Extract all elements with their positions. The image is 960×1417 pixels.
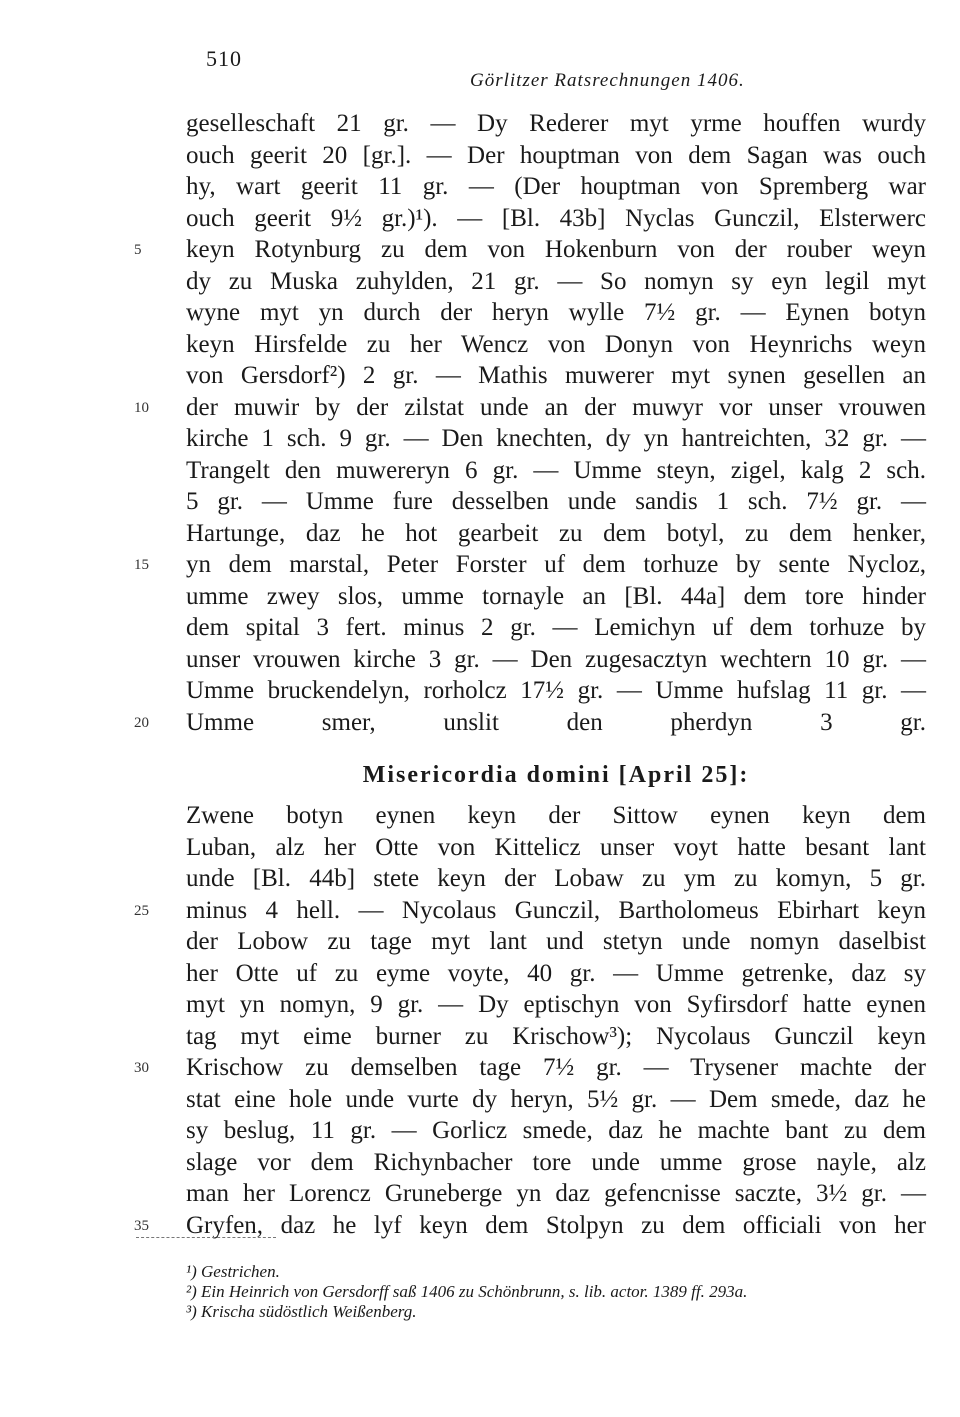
line-text: ouch geerit 20 [gr.]. — Der houptman von dem Sagan was ouch [186,141,926,169]
text-line [134,549,926,581]
line-text: keyn Hirsfelde zu her Wencz von Donyn von Heynrichs weyn [186,330,926,358]
footnote: ¹) Gestrichen. [186,1262,280,1281]
line-text: Trangelt den muwereryn 6 gr. — Umme steyn, zigel, kalg 2 sch. [186,456,926,484]
text-line [186,1115,926,1147]
text-line [186,863,926,895]
line-text: ouch geerit 9½ gr.)¹). — [Bl. 43b] Nyclas Gunczil, Elsterwerc [186,204,926,232]
text-line [134,1210,926,1242]
text-line [186,266,926,298]
line-text: dy zu Muska zuhylden, 21 gr. — So nomyn sy eyn legil myt [186,267,926,295]
text-block-1 [134,108,926,738]
text-line [186,140,926,172]
text-line [186,989,926,1021]
line-text: dem spital 3 fert. minus 2 gr. — Lemichyn uf dem torhuze by [186,614,926,641]
text-line [186,926,926,958]
line-text: 5 gr. — Umme fure desselben unde sandis 1 sch. 7½ gr. — [186,488,926,515]
line-number: 10 [134,399,149,416]
line-text: kirche 1 sch. 9 gr. — Den knechten, dy yn hantreichten, 32 gr. — [186,425,926,452]
line-text: keyn Rotynburg zu dem von Hokenburn von der rouber weyn [186,236,926,263]
line-text: tag myt eime burner zu Krischow³); Nycolaus Gunczil keyn [186,1022,926,1050]
text-line [186,486,926,518]
line-text: unser vrouwen kirche 3 gr. — Den zugesacztyn wechtern 10 gr. — [186,645,926,673]
line-number: 35 [134,1217,149,1234]
line-text: Luban, alz her Otte von Kittelicz unser voyt hatte besant lant [186,833,926,861]
line-text: slage vor dem Richynbacher tore unde umme grose nayle, alz [186,1148,926,1176]
text-line [186,958,926,990]
line-text: von Gersdorf²) 2 gr. — Mathis muwerer myt synen gesellen an [186,362,926,389]
text-line [186,1084,926,1116]
text-line [186,171,926,203]
footnote: ³) Krischa südöstlich Weißenberg. [186,1302,417,1321]
line-text: her Otte uf zu eyme voyte, 40 gr. — Umme getrenke, daz sy [186,959,926,987]
line-text: geselleschaft 21 gr. — Dy Rederer myt yrme houffen wurdy [186,110,926,137]
text-line [186,644,926,676]
line-number: 20 [134,714,149,731]
text-line [186,1021,926,1053]
footnote: ²) Ein Heinrich von Gersdorff saß 1406 zu Schönbrunn, s. lib. actor. 1389 ff. 293a. [186,1282,748,1301]
line-text: Hartunge, daz he hot gearbeit zu dem botyl, zu dem henker, [186,519,926,547]
text-line [186,832,926,864]
footnotes [186,1262,906,1322]
page-number: 510 [206,46,242,71]
line-number: 30 [134,1060,149,1076]
section-heading: Misericordia domini [April 25]: [362,762,750,788]
line-text: Gryfen, daz he lyf keyn dem Stolpyn zu dem officiali von her [186,1211,926,1239]
line-text: Umme smer, unslit den pherdyn 3 gr. [186,708,926,736]
text-line [186,203,926,235]
text-line [186,800,926,832]
line-number: 5 [134,242,142,258]
line-number: 25 [134,902,149,919]
text-block-2 [134,800,926,1241]
line-text: man her Lorencz Gruneberge yn daz gefencnisse saczte, 3½ gr. — [186,1180,926,1207]
line-text: wyne myt yn durch der heryn wylle 7½ gr. — Eynen botyn [186,299,926,326]
line-text: Zwene botyn eynen keyn der Sittow eynen keyn dem [186,802,926,829]
text-line [186,455,926,487]
text-line [186,675,926,707]
text-line [186,518,926,550]
line-text: yn dem marstal, Peter Forster uf dem torhuze by sente Nycloz, [186,551,926,578]
line-text: stat eine hole unde vurte dy heryn, 5½ gr. — Dem smede, daz he [186,1085,926,1113]
line-text: Krischow zu demselben tage 7½ gr. — Trysener machte der [186,1054,926,1081]
text-line [134,234,926,266]
line-text: sy beslug, 11 gr. — Gorlicz smede, daz he machte bant zu dem [186,1117,926,1144]
running-title: Görlitzer Ratsrechnungen 1406. [470,70,745,91]
text-line [186,329,926,361]
text-line [186,108,926,140]
text-line [186,1178,926,1210]
text-line [186,612,926,644]
line-text: unde [Bl. 44b] stete keyn der Lobaw zu ym zu komyn, 5 gr. [186,865,926,892]
line-text: myt yn nomyn, 9 gr. — Dy eptischyn von Syfirsdorf hatte eynen [186,991,926,1018]
text-line [186,423,926,455]
line-text: Umme bruckendelyn, rorholcz 17½ gr. — Umme hufslag 11 gr. — [186,677,926,704]
text-line [134,707,926,739]
text-line [186,360,926,392]
line-text: umme zwey slos, umme tornayle an [Bl. 44a] dem tore hinder [186,582,926,610]
text-line [186,1147,926,1179]
text-line [134,895,926,927]
text-line [134,1052,926,1084]
footnote-divider [136,1237,276,1238]
line-text: der Lobow zu tage myt lant und stetyn unde nomyn daselbist [186,928,926,955]
line-text: hy, wart geerit 11 gr. — (Der houptman von Spremberg war [186,173,926,200]
text-line [186,297,926,329]
line-text: minus 4 hell. — Nycolaus Gunczil, Bartholomeus Ebirhart keyn [186,896,926,924]
text-line [134,392,926,424]
line-number: 15 [134,557,149,573]
line-text: der muwir by der zilstat unde an der muwyr vor unser vrouwen [186,393,926,421]
text-line [186,581,926,613]
